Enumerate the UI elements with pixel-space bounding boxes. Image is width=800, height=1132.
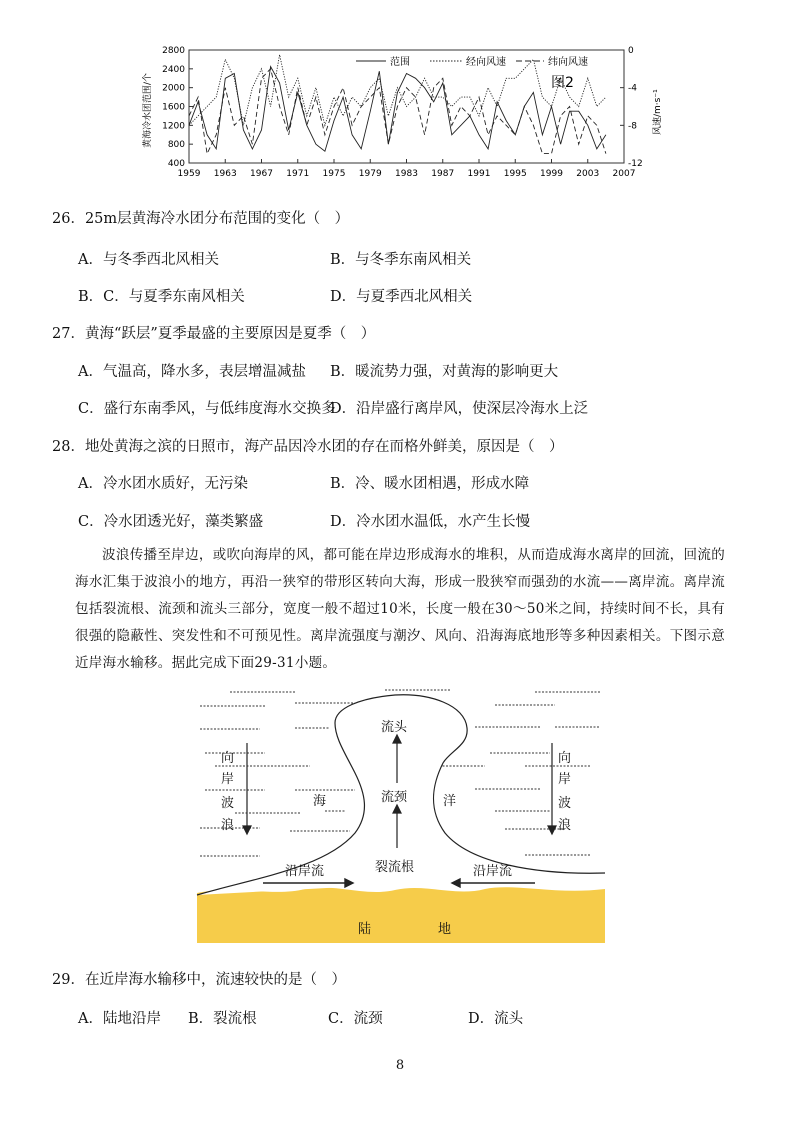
rip-current-diagram [195, 683, 605, 945]
y-axis-right-label: 风速/m·s⁻¹ [653, 89, 663, 135]
wave-left-char-2: 岸 [221, 772, 235, 787]
land-label-1: 陆 [358, 922, 372, 937]
question-28-stem: 28．地处黄海之滨的日照市，海产品因冷水团的存在而格外鲜美，原因是（ ） [52, 439, 564, 455]
wave-right-char-4: 浪 [558, 818, 572, 833]
x-tick-label: 2003 [576, 169, 600, 179]
y-right-tick-label: -12 [628, 159, 643, 169]
wave-right-char-3: 波 [558, 796, 572, 811]
x-tick-label: 1979 [358, 169, 382, 179]
question-29-stem: 29．在近岸海水输移中，流速较快的是（ ） [52, 972, 346, 988]
x-tick-label: 1975 [322, 169, 346, 179]
x-tick-label: 1987 [431, 169, 455, 179]
alongshore-current-left-label: 沿岸流 [285, 864, 325, 879]
y-right-tick-label: -8 [628, 121, 637, 132]
question-27-option-c: C．盛行东南季风，与低纬度海水交换多 [78, 401, 336, 417]
y-left-tick-label: 2800 [162, 46, 185, 56]
x-tick-label: 1999 [540, 169, 563, 179]
y-left-tick-label: 1600 [162, 102, 185, 113]
question-27-stem: 27．黄海“跃层”夏季最盛的主要原因是夏季（ ） [52, 326, 376, 342]
question-28-option-a: A．冷水团水质好，无污染 [78, 476, 248, 492]
x-tick-label: 1983 [395, 169, 418, 179]
question-28-option-b: B．冷、暖水团相遇，形成水障 [330, 476, 530, 492]
figure-label: 图2 [551, 75, 574, 91]
wave-right-char-2: 岸 [558, 772, 572, 787]
question-28-option-d: D．冷水团水温低，水产生长慢 [330, 514, 531, 530]
question-27-option-a: A．气温高，降水多，表层增温减盐 [78, 364, 306, 380]
x-tick-label: 2007 [612, 169, 636, 179]
wave-right-char-1: 向 [558, 751, 572, 766]
y-axis-left-label: 黄海冷水团范围/个 [143, 72, 153, 148]
question-27-option-b: B．暖流势力强，对黄海的影响更大 [330, 364, 559, 380]
y-left-tick-label: 800 [167, 140, 185, 151]
page-number: 8 [395, 1058, 405, 1073]
y-left-tick-label: 400 [167, 159, 185, 169]
legend-label-zonal: 纬向风速 [548, 57, 588, 68]
x-axis [178, 159, 636, 179]
x-tick-label: 1959 [177, 169, 201, 179]
y-right-tick-label: -4 [628, 83, 637, 94]
series-line-3 [189, 69, 606, 154]
right-axis [620, 46, 643, 169]
x-tick-label: 1963 [213, 169, 237, 179]
y-left-tick-label: 2000 [162, 83, 185, 94]
rip-neck-label: 流颈 [381, 790, 408, 805]
question-26-stem: 26．25m层黄海冷水团分布范围的变化（ ） [52, 211, 350, 227]
question-29-option-d: D．流头 [468, 1011, 524, 1027]
question-29-option-b: B．裂流根 [188, 1011, 257, 1027]
question-28-option-c: C．冷水团透光好，藻类繁盛 [78, 514, 264, 530]
question-27-option-d: D．沿岸盛行离岸风，使深层冷海水上泛 [330, 401, 589, 417]
question-26-option-d: D．与夏季西北风相关 [330, 289, 473, 305]
wave-left-char-1: 向 [221, 751, 235, 766]
wave-left-char-4: 浪 [221, 818, 235, 833]
question-26-option-b: B．与冬季东南风相关 [330, 252, 472, 268]
chart-legend [356, 55, 588, 68]
sea-label-left: 海 [313, 794, 327, 809]
question-29-option-c: C．流颈 [328, 1011, 383, 1027]
rip-root-label: 裂流根 [375, 860, 415, 875]
land-area [197, 887, 605, 943]
x-tick-label: 1995 [503, 169, 527, 179]
question-26-option-a: A．与冬季西北风相关 [78, 252, 219, 268]
series-line-1 [189, 67, 606, 152]
rip-head-label: 流头 [381, 720, 408, 735]
wave-left-char-3: 波 [221, 796, 235, 811]
question-29-option-a: A．陆地沿岸 [78, 1011, 161, 1027]
legend-label-meridional: 经向风速 [466, 57, 506, 68]
x-tick-label: 1971 [286, 169, 310, 179]
alongshore-current-right-label: 沿岸流 [473, 864, 513, 879]
y-right-tick-label: 0 [628, 46, 634, 56]
legend-label-range: 范围 [390, 57, 410, 68]
y-left-tick-label: 2400 [162, 64, 185, 75]
wind-range-line-chart [130, 40, 663, 190]
land-label-2: 地 [438, 922, 452, 937]
question-26-option-c: B．C．与夏季东南风相关 [78, 289, 245, 305]
rip-current-passage: 波浪传播至岸边，或吹向海岸的风，都可能在岸边形成海水的堆积，从而造成海水离岸的回流，回流的海水汇集于波浪小的地方，再沿一狭窄的带形区转向大海，形成一股狭窄而强劲的水流——离岸流。离岸流包括裂流根、流颈和流头三部分，宽度一般不超过10米，长度一般在30～50米之间，持续时间不长，具有很强的隐蔽性、突发性和不可预见性。离岸流强度与潮汐、风向、沿海海底地形等多种因素相关。下图示意近岸海水输移。据此完成下面29-31小题。 [75, 547, 725, 671]
y-left-tick-label: 1200 [162, 121, 185, 132]
x-tick-label: 1991 [467, 169, 491, 179]
left-axis [162, 46, 193, 169]
x-tick-label: 1967 [250, 169, 273, 179]
series-layer [189, 55, 606, 154]
sea-label-right: 洋 [443, 794, 457, 809]
